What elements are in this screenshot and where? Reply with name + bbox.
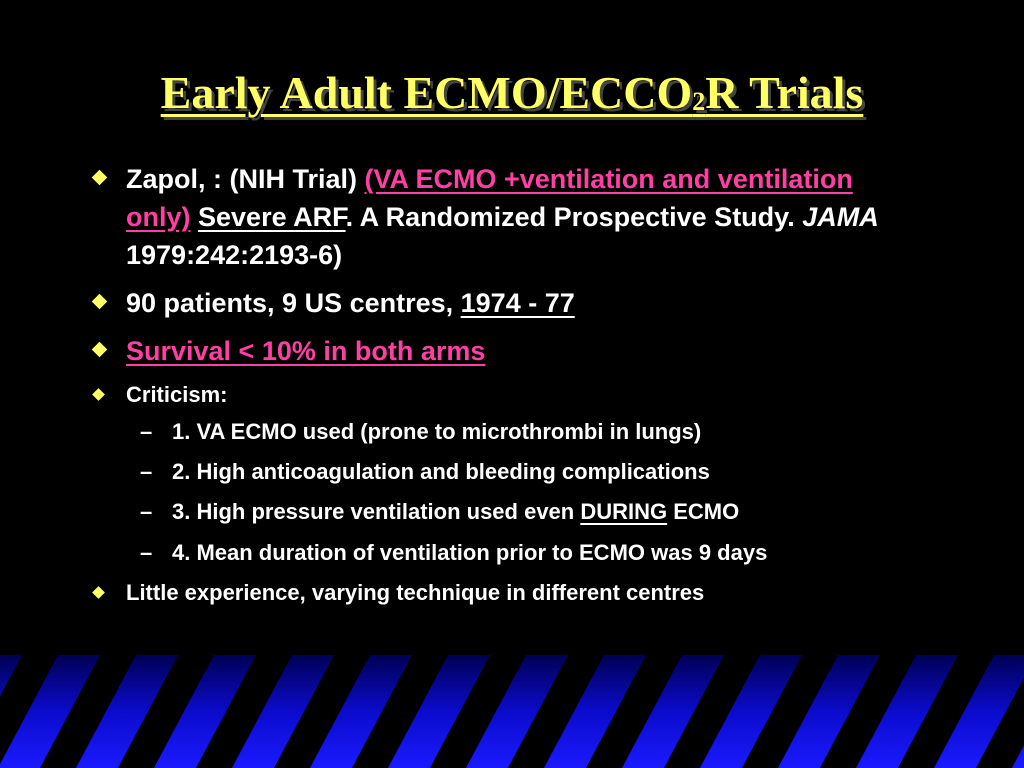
stripe [310,655,412,768]
diamond-bullet-icon [92,586,105,599]
bullet-list [92,160,892,614]
stripe [778,655,880,768]
criticism-item-3-end: ECMO [667,499,740,524]
stripe [544,655,646,768]
zapol-space [191,202,199,232]
stripe [856,655,958,768]
stripe [700,655,802,768]
stripe [388,655,490,768]
dash-bullet: – [140,540,153,565]
stripe [232,655,334,768]
criticism-item-1-text: 1. VA ECMO used (prone to microthrombi in lungs) [172,419,702,444]
criticism-item-1 [92,416,892,448]
dash-bullet: – [140,499,153,524]
zapol-lead: Zapol, : (NIH Trial) [126,164,365,194]
title-text-main: Early Adult ECMO/ECCO [160,67,693,118]
dash-bullet: – [140,419,153,444]
experience-text: Little experience, varying technique in different centres [126,580,705,605]
zapol-journal: JAMA [802,202,879,232]
diamond-bullet-icon [92,342,108,358]
criticism-item-3 [92,496,892,528]
criticism-item-4 [92,536,892,570]
patients-text: 90 patients, 9 US centres, [126,288,461,318]
dash-bullet: – [140,459,153,484]
stripe [0,655,100,768]
bullet-patients [92,284,892,322]
criticism-item-4-text: 4. Mean duration of ventilation prior to ECMO was 9 days [172,540,768,565]
zapol-arms: (VA ECMO +ventilation and ventilation only) [126,164,853,232]
criticism-item-3-text: 3. High pressure ventilation used even [172,499,581,524]
stripe [76,655,178,768]
slide-title [0,68,1024,119]
bullet-criticism [92,380,892,410]
bullet-experience [92,578,892,608]
stripe [154,655,256,768]
criticism-item-2 [92,456,892,488]
zapol-citation: 1979:242:2193-6) [126,240,343,270]
diamond-bullet-icon [92,170,108,186]
bullet-zapol [92,160,892,274]
zapol-study: . A Randomized Prospective Study [345,202,788,232]
zapol-condition: Severe ARF [198,202,346,232]
stripe [622,655,724,768]
title-text-end: R Trials [705,67,864,118]
criticism-label: Criticism: [126,382,228,407]
stripe [466,655,568,768]
diamond-bullet-icon [92,388,105,401]
survival-text: Survival < 10% in both arms [126,336,486,366]
bullet-survival [92,332,892,370]
diamond-bullet-icon [92,294,108,310]
criticism-item-2-text: 2. High anticoagulation and bleeding complications [172,459,710,484]
diagonal-stripes-decoration [0,655,1024,768]
criticism-item-3-emphasis: DURING [580,499,668,524]
title-subscript: 2 [692,87,706,116]
zapol-period: . [787,202,803,232]
patients-years: 1974 - 77 [460,288,575,318]
